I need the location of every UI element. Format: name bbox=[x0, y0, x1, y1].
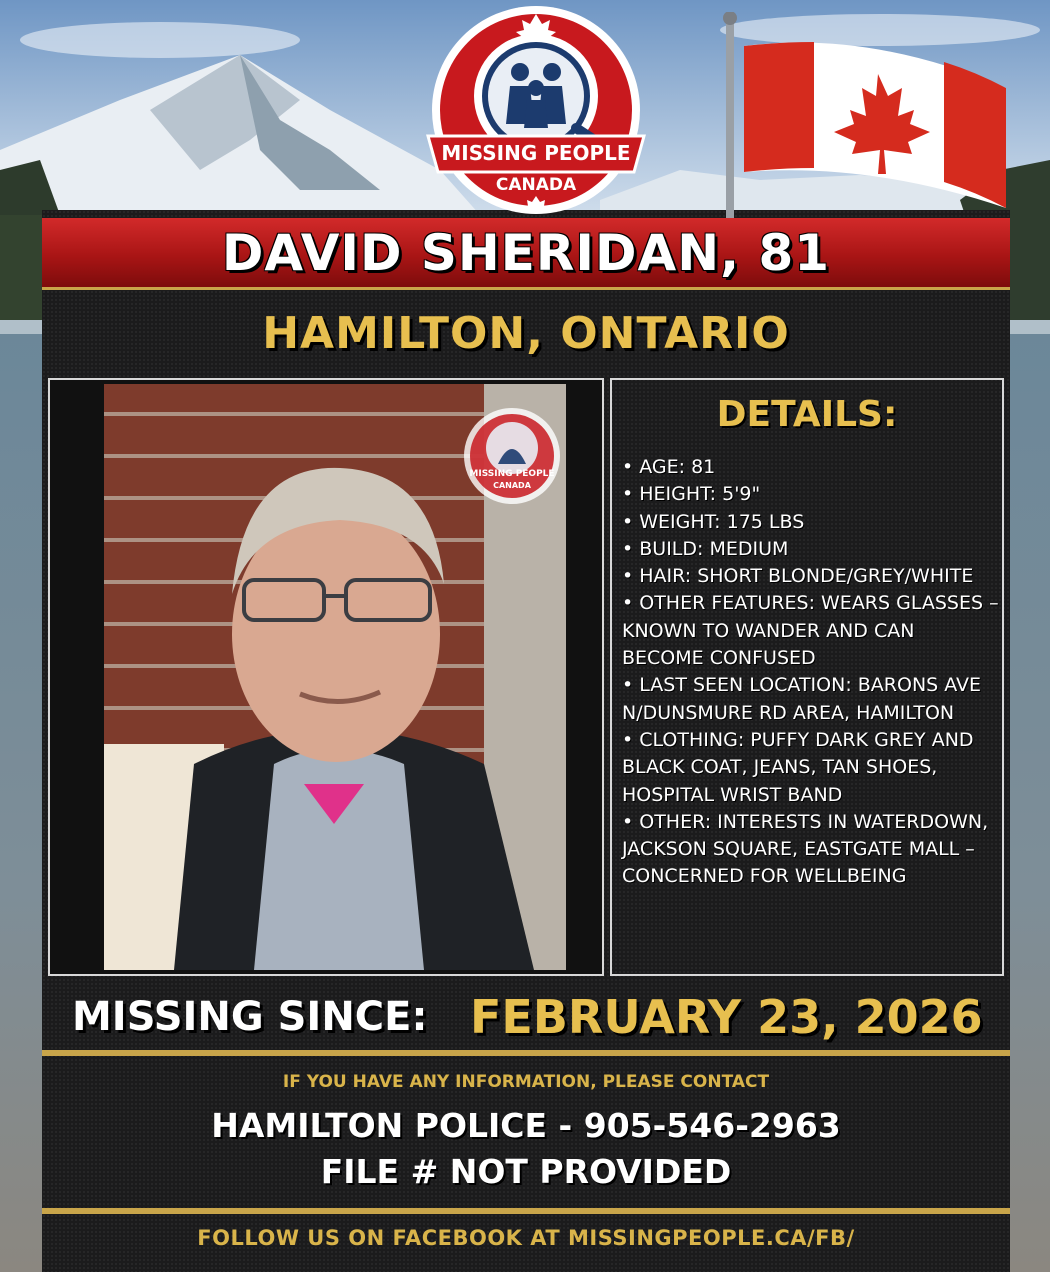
police-contact: HAMILTON POLICE - 905-546-2963 bbox=[211, 1106, 841, 1145]
location-heading: HAMILTON, ONTARIO bbox=[262, 307, 790, 359]
detail-weight: • WEIGHT: 175 LBS bbox=[622, 509, 1002, 536]
detail-clothing: • CLOTHING: PUFFY DARK GREY AND BLACK COAT, JEANS, TAN SHOES, HOSPITAL WRIST BAND bbox=[622, 727, 1002, 809]
logo-text-line2: CANADA bbox=[495, 175, 577, 195]
detail-age: • AGE: 81 bbox=[622, 454, 1002, 481]
file-number: FILE # NOT PROVIDED bbox=[320, 1152, 732, 1191]
detail-height: • HEIGHT: 5'9" bbox=[622, 481, 1002, 508]
missing-since-label: MISSING SINCE: bbox=[72, 994, 428, 1040]
detail-build: • BUILD: MEDIUM bbox=[622, 536, 1002, 563]
watermark-text-line2: CANADA bbox=[493, 481, 531, 490]
photo-frame bbox=[48, 378, 604, 976]
person-name-age: DAVID SHERIDAN, 81 bbox=[221, 223, 831, 282]
details-list bbox=[622, 454, 1002, 891]
detail-last-seen: • LAST SEEN LOCATION: BARONS AVE N/DUNSMURE RD AREA, HAMILTON bbox=[622, 672, 1002, 727]
footer-divider bbox=[42, 1208, 1010, 1214]
detail-other-features: • OTHER FEATURES: WEARS GLASSES – KNOWN TO WANDER AND CAN BECOME CONFUSED bbox=[622, 590, 1002, 672]
facebook-footer: FOLLOW US ON FACEBOOK AT MISSINGPEOPLE.CA/FB/ bbox=[197, 1226, 855, 1250]
canada-flag-icon bbox=[720, 12, 1020, 222]
details-box bbox=[610, 378, 1004, 976]
name-banner bbox=[42, 218, 1010, 290]
missing-since-band bbox=[42, 986, 1010, 1056]
photo-watermark-logo bbox=[460, 404, 564, 508]
details-heading: DETAILS: bbox=[716, 394, 898, 435]
detail-hair: • HAIR: SHORT BLONDE/GREY/WHITE bbox=[622, 563, 1002, 590]
contact-prompt: IF YOU HAVE ANY INFORMATION, PLEASE CONTACT bbox=[282, 1072, 770, 1092]
watermark-text-line1: MISSING PEOPLE bbox=[469, 469, 555, 479]
missing-people-canada-logo bbox=[420, 4, 652, 218]
detail-other: • OTHER: INTERESTS IN WATERDOWN, JACKSON SQUARE, EASTGATE MALL – CONCERNED FOR WELLBEING bbox=[622, 809, 1002, 891]
missing-since-date: FEBRUARY 23, 2026 bbox=[470, 990, 983, 1044]
logo-text-line1: MISSING PEOPLE bbox=[441, 141, 631, 165]
person-photo bbox=[104, 384, 566, 970]
